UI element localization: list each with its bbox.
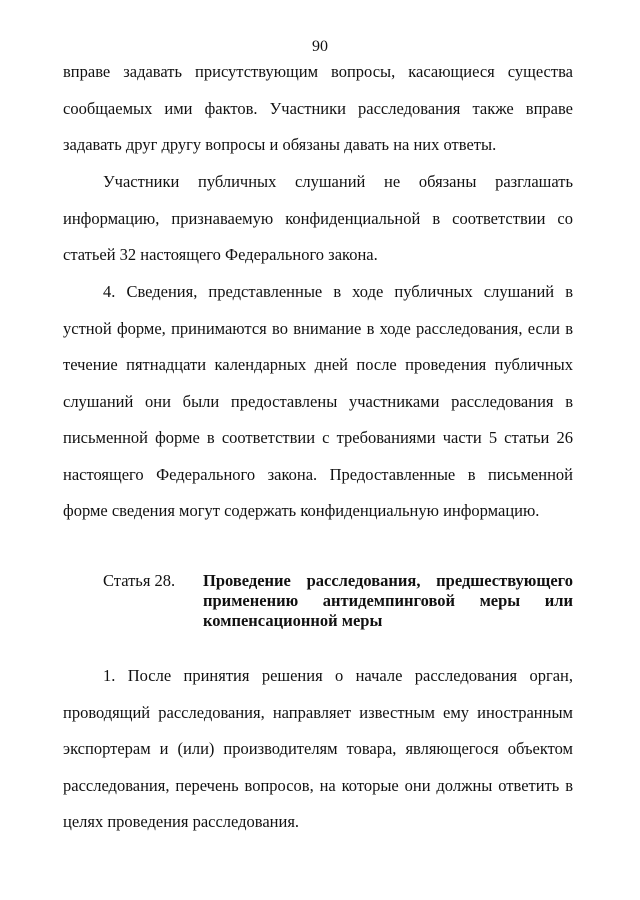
paragraph-item-1: 1. После принятия решения о начале расследования орган, проводящий расследования, направляет известным ему иностранным экспортерам и (или) производителям товара, являющегося объектом расследования, перечень вопросов, на которые они должны ответить в целях проведения расследования. (63, 666, 573, 831)
article-title: Проведение расследования, предшествующего применению антидемпинговой меры или компенсационной меры (203, 571, 573, 630)
paragraph-public-hearings-confidential: Участники публичных слушаний не обязаны разглашать информацию, признаваемую конфиденциальной в соответствии со статьей 32 настоящего Федерального закона. (63, 172, 573, 264)
article-label: Статья 28. (103, 571, 176, 590)
paragraph-continuation: вправе задавать присутствующим вопросы, касающиеся существа сообщаемых ими фактов. Участники расследования также вправе задавать друг другу вопросы и обязаны давать на них ответы. (63, 62, 573, 154)
page-number: 90 (312, 38, 328, 55)
paragraph-item-4: 4. Сведения, представленные в ходе публичных слушаний в устной форме, принимаются во внимание в ходе расследования, если в течение пятнадцати календарных дней после проведения публичных слушаний они были предоставлены участниками расследования в письменной форме в соответствии с требованиями части 5 статьи 26 настоящего Федерального закона. Предоставленные в письменной форме сведения могут содержать конфиденциальную информацию. (63, 282, 573, 520)
